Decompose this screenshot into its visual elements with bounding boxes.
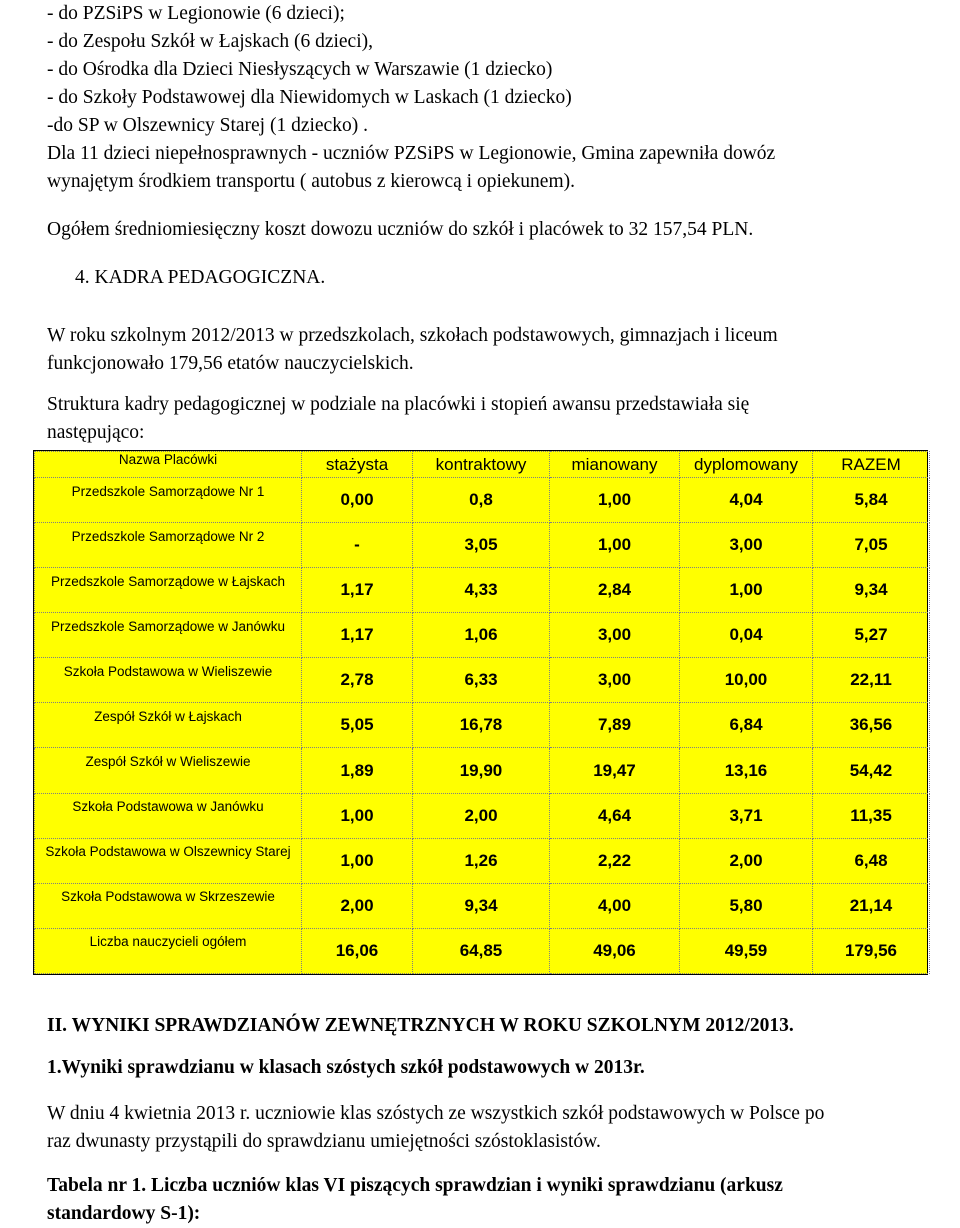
- cell-razem: 54,42: [813, 748, 930, 793]
- cell-kontraktowy: 0,8: [413, 478, 550, 523]
- cell-dyplomowany: 6,84: [680, 703, 813, 748]
- staff-line-2: funkcjonowało 179,56 etatów nauczycielskich.: [47, 353, 414, 374]
- cell-stazysta: 2,00: [302, 883, 413, 928]
- cell-stazysta: 2,78: [302, 658, 413, 703]
- cell-mianowany: 2,22: [550, 838, 680, 883]
- section-4-heading: 4. KADRA PEDAGOGICZNA.: [75, 267, 326, 288]
- transport-line-2: wynajętym środkiem transportu ( autobus z kierowcą i opiekunem).: [47, 171, 575, 192]
- cell-facility-name: Przedszkole Samorządowe w Janówku: [35, 613, 302, 658]
- cell-kontraktowy: 9,34: [413, 883, 550, 928]
- cell-kontraktowy: 6,33: [413, 658, 550, 703]
- cost-paragraph: Ogółem średniomiesięczny koszt dowozu uczniów do szkół i placówek to 32 157,54 PLN.: [47, 219, 754, 240]
- cell-dyplomowany: 3,71: [680, 793, 813, 838]
- cell-razem: 22,11: [813, 658, 930, 703]
- cell-facility-name: Szkoła Podstawowa w Skrzeszewie: [35, 883, 302, 928]
- table-row: [35, 838, 930, 883]
- table-row: [35, 568, 930, 613]
- table-row: [35, 793, 930, 838]
- cell-kontraktowy: 1,06: [413, 613, 550, 658]
- table-row: [35, 523, 930, 568]
- cell-dyplomowany: 0,04: [680, 613, 813, 658]
- cell-facility-name: Zespół Szkół w Wieliszewie: [35, 748, 302, 793]
- table-row: [35, 613, 930, 658]
- cell-mianowany: 2,84: [550, 568, 680, 613]
- cell-mianowany: 19,47: [550, 748, 680, 793]
- staff-paragraph: [47, 322, 778, 378]
- cell-facility-name: Liczba nauczycieli ogółem: [35, 928, 302, 973]
- staff-line-1: W roku szkolnym 2012/2013 w przedszkolach, szkołach podstawowych, gimnazjach i liceum: [47, 325, 778, 346]
- cell-stazysta: 5,05: [302, 703, 413, 748]
- cell-dyplomowany: 1,00: [680, 568, 813, 613]
- cell-stazysta: 1,17: [302, 613, 413, 658]
- cell-mianowany: 7,89: [550, 703, 680, 748]
- kadra-table: [34, 451, 930, 974]
- exam-line-2: raz dwunasty przystąpili do sprawdzianu umiejętności szóstoklasistów.: [47, 1131, 601, 1152]
- col-header-kontraktowy: kontraktowy: [413, 452, 550, 478]
- cell-mianowany: 3,00: [550, 658, 680, 703]
- cell-dyplomowany: 13,16: [680, 748, 813, 793]
- cell-kontraktowy: 64,85: [413, 928, 550, 973]
- table-row: [35, 748, 930, 793]
- table-1-caption: [47, 1172, 783, 1228]
- cell-mianowany: 4,00: [550, 883, 680, 928]
- cell-facility-name: Przedszkole Samorządowe Nr 2: [35, 523, 302, 568]
- transport-line-1: Dla 11 dzieci niepełnosprawnych - uczniów PZSiPS w Legionowie, Gmina zapewniła dowóz: [47, 143, 776, 164]
- cell-stazysta: 1,17: [302, 568, 413, 613]
- cell-kontraktowy: 2,00: [413, 793, 550, 838]
- cell-stazysta: -: [302, 523, 413, 568]
- cell-razem: 7,05: [813, 523, 930, 568]
- cell-dyplomowany: 49,59: [680, 928, 813, 973]
- cell-razem: 5,27: [813, 613, 930, 658]
- cell-facility-name: Szkoła Podstawowa w Janówku: [35, 793, 302, 838]
- list-item: - do PZSiPS w Legionowie (6 dzieci);: [47, 3, 345, 24]
- cell-mianowany: 49,06: [550, 928, 680, 973]
- transport-paragraph: [47, 140, 775, 196]
- cell-kontraktowy: 4,33: [413, 568, 550, 613]
- cell-facility-name: Szkoła Podstawowa w Olszewnicy Starej: [35, 838, 302, 883]
- cell-razem: 36,56: [813, 703, 930, 748]
- cell-razem: 11,35: [813, 793, 930, 838]
- cell-facility-name: Szkoła Podstawowa w Wieliszewie: [35, 658, 302, 703]
- table-header-row: [35, 452, 930, 478]
- col-header-razem: RAZEM: [813, 452, 930, 478]
- caption-line-2: standardowy S-1):: [47, 1203, 201, 1224]
- cell-razem: 9,34: [813, 568, 930, 613]
- cell-mianowany: 1,00: [550, 478, 680, 523]
- cell-facility-name: Przedszkole Samorządowe Nr 1: [35, 478, 302, 523]
- table-row: [35, 883, 930, 928]
- col-header-name: Nazwa Placówki: [35, 452, 302, 478]
- list-item: - do Zespołu Szkół w Łajskach (6 dzieci),: [47, 31, 373, 52]
- cell-dyplomowany: 10,00: [680, 658, 813, 703]
- list-item: - do Szkoły Podstawowej dla Niewidomych w Laskach (1 dziecko): [47, 87, 572, 108]
- table-row: [35, 928, 930, 973]
- cell-dyplomowany: 3,00: [680, 523, 813, 568]
- kadra-table-container: [33, 450, 928, 975]
- list-item: -do SP w Olszewnicy Starej (1 dziecko) .: [47, 115, 368, 136]
- exam-paragraph: [47, 1100, 824, 1156]
- cell-razem: 5,84: [813, 478, 930, 523]
- cell-mianowany: 4,64: [550, 793, 680, 838]
- cell-dyplomowany: 5,80: [680, 883, 813, 928]
- cell-kontraktowy: 3,05: [413, 523, 550, 568]
- structure-line-1: Struktura kadry pedagogicznej w podziale na placówki i stopień awansu przedstawiała się: [47, 394, 750, 415]
- table-row: [35, 478, 930, 523]
- section-2-heading: II. WYNIKI SPRAWDZIANÓW ZEWNĘTRZNYCH W ROKU SZKOLNYM 2012/2013.: [47, 1015, 794, 1036]
- cell-mianowany: 3,00: [550, 613, 680, 658]
- cell-dyplomowany: 2,00: [680, 838, 813, 883]
- cell-stazysta: 0,00: [302, 478, 413, 523]
- table-row: [35, 658, 930, 703]
- cell-razem: 21,14: [813, 883, 930, 928]
- col-header-mianowany: mianowany: [550, 452, 680, 478]
- cell-stazysta: 1,00: [302, 838, 413, 883]
- cell-facility-name: Zespół Szkół w Łajskach: [35, 703, 302, 748]
- cell-kontraktowy: 16,78: [413, 703, 550, 748]
- cell-kontraktowy: 1,26: [413, 838, 550, 883]
- cell-kontraktowy: 19,90: [413, 748, 550, 793]
- structure-line-2: następująco:: [47, 422, 145, 443]
- col-header-dyplomowany: dyplomowany: [680, 452, 813, 478]
- list-item: - do Ośrodka dla Dzieci Niesłyszących w Warszawie (1 dziecko): [47, 59, 553, 80]
- cell-stazysta: 1,89: [302, 748, 413, 793]
- cell-dyplomowany: 4,04: [680, 478, 813, 523]
- cell-stazysta: 16,06: [302, 928, 413, 973]
- col-header-stazysta: stażysta: [302, 452, 413, 478]
- caption-line-1: Tabela nr 1. Liczba uczniów klas VI piszących sprawdzian i wyniki sprawdzianu (arkusz: [47, 1175, 783, 1196]
- table-row: [35, 703, 930, 748]
- cell-mianowany: 1,00: [550, 523, 680, 568]
- subsection-1-heading: 1.Wyniki sprawdzianu w klasach szóstych szkół podstawowych w 2013r.: [47, 1057, 645, 1078]
- structure-paragraph: [47, 391, 749, 447]
- cell-facility-name: Przedszkole Samorządowe w Łajskach: [35, 568, 302, 613]
- cell-razem: 179,56: [813, 928, 930, 973]
- exam-line-1: W dniu 4 kwietnia 2013 r. uczniowie klas szóstych ze wszystkich szkół podstawowych w Polsce po: [47, 1103, 825, 1124]
- intro-list: [47, 0, 572, 140]
- cell-razem: 6,48: [813, 838, 930, 883]
- cell-stazysta: 1,00: [302, 793, 413, 838]
